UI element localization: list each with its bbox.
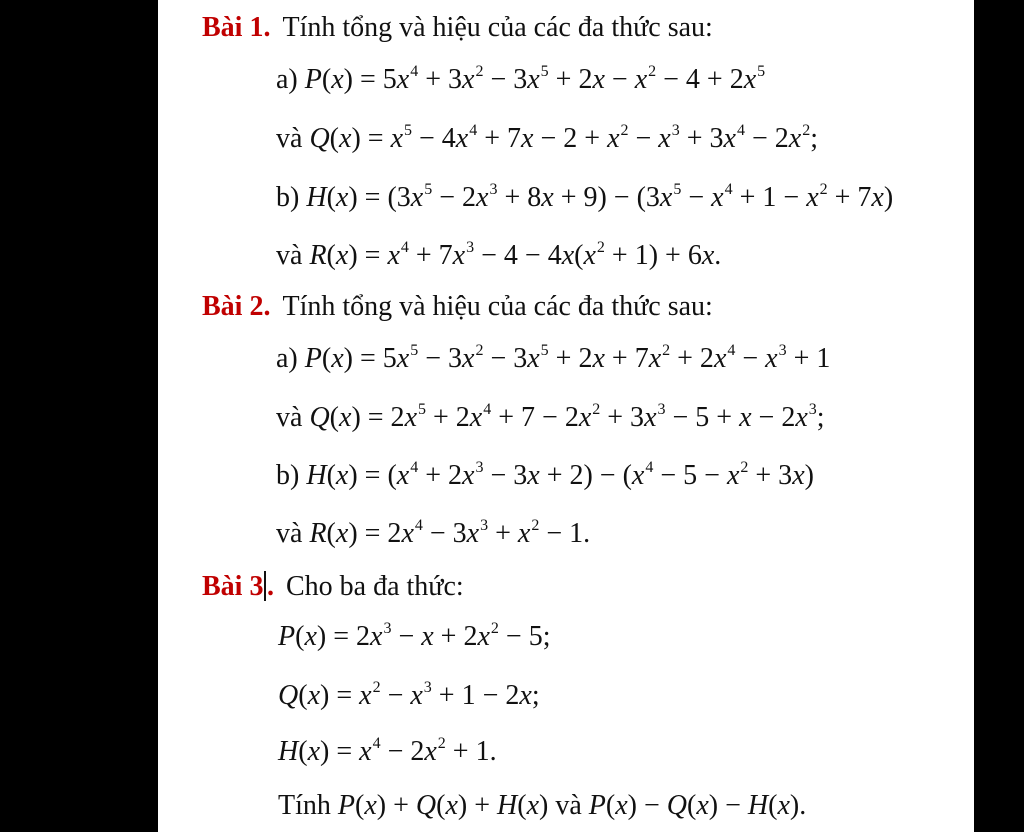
exercise-2-line-b-r: [276, 517, 591, 549]
exercise-3-line-q: [278, 679, 540, 711]
math-expression: $Q(x) = x^5 - 4x^4 + 7x - 2 + x^2 - x^3 + 3x^4 - 2x^2$;: [309, 122, 818, 154]
math-expression: $P(x) = 2x^3 - x + 2x^2 - 5$;: [278, 620, 551, 652]
math-expression: $H(x) = (x^4 + 2x^3 - 3x + 2) - (x^4 - 5 - x^2 + 3x)$: [306, 459, 814, 491]
math-expression: $Q(x) = 2x^5 + 2x^4 + 7 - 2x^2 + 3x^3 - 5 + x - 2x^3$;: [309, 401, 825, 433]
exercise-2-heading: [202, 293, 713, 321]
exercise-3-heading: [202, 571, 464, 601]
document-page: [158, 0, 974, 832]
exercise-1-line-a-p: [276, 63, 766, 95]
line-prefix: và: [276, 240, 303, 271]
math-expression: $Q(x) = x^2 - x^3 + 1 - 2x$;: [278, 679, 540, 711]
math-expression: P(x) − Q(x) − H(x).: [588, 790, 807, 821]
line-prefix: và: [276, 518, 303, 549]
exercise-3-label: Bài 3 .: [202, 571, 274, 602]
exercise-1-line-b-h: [276, 181, 894, 213]
line-prefix: a): [276, 343, 298, 374]
math-expression: P(x) + Q(x) + H(x): [337, 790, 549, 821]
exercise-2-line-a-q: [276, 401, 825, 433]
exercise-2-label: Bài 2.: [202, 291, 271, 322]
math-expression: $P(x) = 5x^4 + 3x^2 - 3x^5 + 2x - x^2 - 4 + 2x^5$: [304, 63, 766, 95]
math-expression: $R(x) = 2x^4 - 3x^3 + x^2 - 1$.: [309, 517, 591, 549]
exercise-1-title: Tính tổng và hiệu của các đa thức sau:: [282, 12, 713, 43]
line-prefix: b): [276, 460, 300, 491]
math-expression: $H(x) = (3x^5 - 2x^3 + 8x + 9) - (3x^5 - x^4 + 1 - x^2 + 7x)$: [306, 181, 894, 213]
line-prefix: b): [276, 182, 300, 213]
exercise-2-line-a-p: [276, 342, 831, 374]
text-cursor: [264, 571, 266, 601]
exercise-2-line-b-h: [276, 459, 814, 491]
line-prefix: và: [276, 402, 303, 433]
exercise-3-line-p: [278, 620, 551, 652]
connector-word: và: [555, 790, 582, 821]
exercise-1-line-a-q: [276, 122, 818, 154]
math-expression: $R(x) = x^4 + 7x^3 - 4 - 4x(x^2 + 1) + 6x$.: [309, 239, 722, 271]
line-prefix: và: [276, 123, 303, 154]
line-prefix: Tính: [278, 790, 331, 821]
exercise-1-line-b-r: [276, 239, 722, 271]
exercise-1-heading: [202, 14, 713, 42]
exercise-1-label: Bài 1.: [202, 12, 271, 43]
exercise-3-task: [278, 792, 806, 820]
math-expression: $P(x) = 5x^5 - 3x^2 - 3x^5 + 2x + 7x^2 + 2x^4 - x^3 + 1$: [304, 342, 831, 374]
exercise-3-line-h: [278, 735, 497, 767]
exercise-3-title: Cho ba đa thức:: [285, 571, 464, 602]
line-prefix: a): [276, 64, 298, 95]
math-expression: $H(x) = x^4 - 2x^2 + 1$.: [278, 735, 497, 767]
exercise-2-title: Tính tổng và hiệu của các đa thức sau:: [282, 291, 713, 322]
